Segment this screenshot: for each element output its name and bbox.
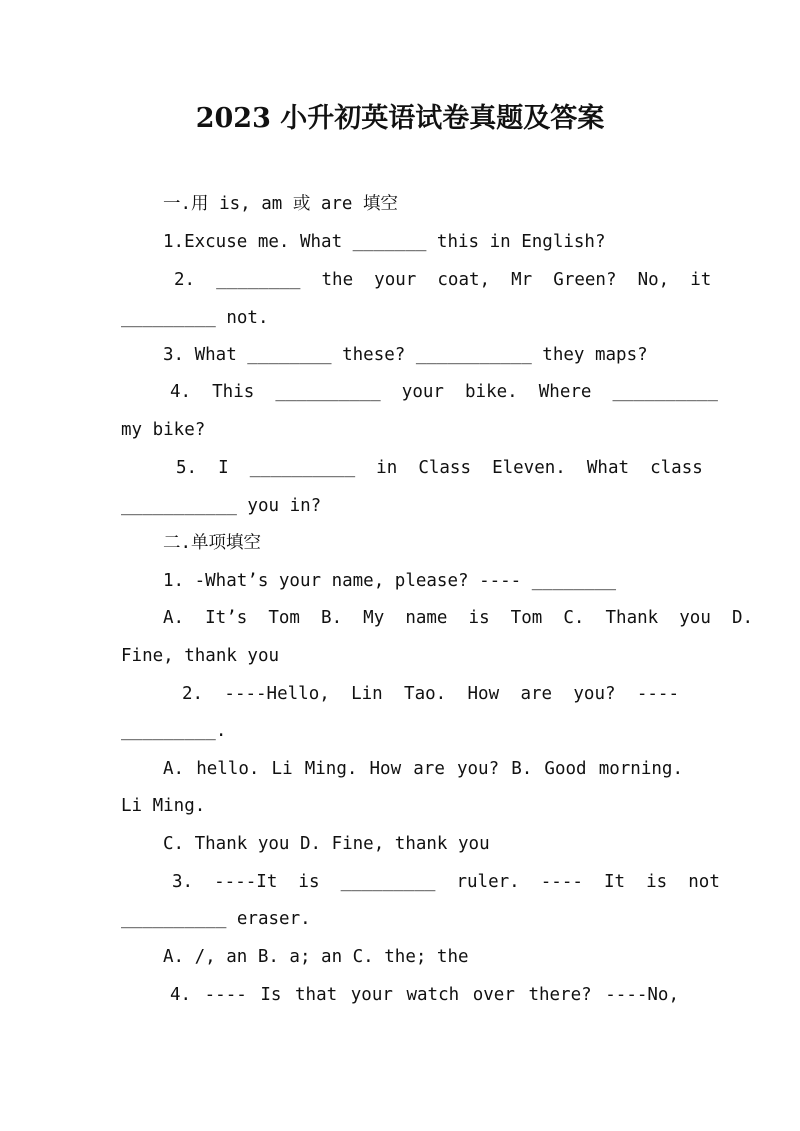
s1-q4-line1: 4. This __________ your bike. Where __________ [170, 382, 718, 402]
s1-q5-line2: ___________ you in? [121, 496, 322, 516]
s1-q3: 3. What ________ these? ___________ they maps? [163, 345, 648, 365]
s2-q2-options-line1: A. hello. Li Ming. How are you? B. Good morning. [163, 759, 683, 779]
s2-q2-options-line3: C. Thank you D. Fine, thank you [163, 834, 490, 854]
s2-q2-line1: 2. ----Hello, Lin Tao. How are you? ---- [182, 684, 679, 704]
s2-q4-line1: 4. ---- Is that your watch over there? ----No, [170, 985, 679, 1005]
section1-heading: 一.用 is, am 或 are 填空 [163, 194, 399, 214]
s1-q5-line1: 5. I __________ in Class Eleven. What class [176, 458, 703, 478]
s1-q2-line1: 2. ________ the your coat, Mr Green? No, it [174, 270, 712, 290]
s2-q3-line2: __________ eraser. [121, 909, 311, 929]
s2-q3-options: A. /, an B. a; an C. the; the [163, 947, 469, 967]
s1-q1: 1.Excuse me. What _______ this in English? [163, 232, 606, 252]
s1-q2-line2: _________ not. [121, 308, 269, 328]
s2-q2-line2: _________. [121, 721, 227, 741]
s1-q4-line2: my bike? [121, 420, 206, 440]
s2-q1-options-line1: A. It’s Tom B. My name is Tom C. Thank you D. [163, 608, 754, 628]
page-title: 2023 小升初英语试卷真题及答案 [195, 103, 605, 134]
s2-q1-options-line2: Fine, thank you [121, 646, 280, 666]
s2-q1: 1. -What’s your name, please? ---- ________ [163, 571, 617, 591]
section2-heading: 二.单项填空 [163, 533, 262, 553]
s2-q2-options-line2: Li Ming. [121, 796, 206, 816]
s2-q3-line1: 3. ----It is _________ ruler. ---- It is not [172, 872, 720, 892]
